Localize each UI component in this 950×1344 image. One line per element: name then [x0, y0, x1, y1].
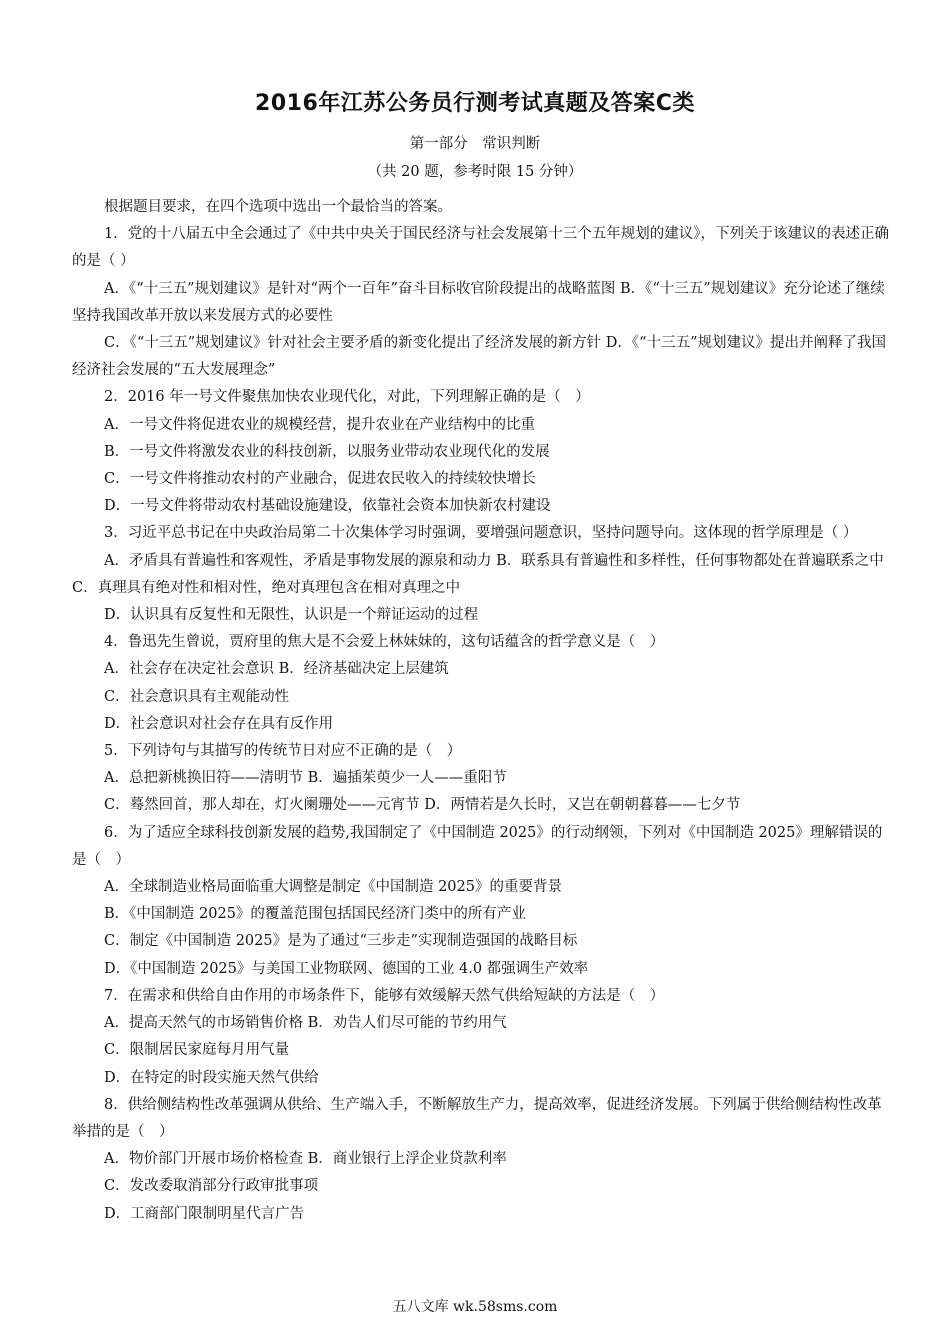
question-option: A．《“十三五”规划建议》是针对“两个一百年”奋斗目标收官阶段提出的战略蓝图 B．《“十三五”规划建议》充分论述了继续坚持我国改革开放以来发展方式的必要性: [72, 280, 885, 324]
page-title: 2016年江苏公务员行测考试真题及答案C类: [255, 91, 695, 116]
question-stem: 5．下列诗句与其描写的传统节日对应不正确的是（ ）: [104, 743, 462, 760]
question-option: A．社会存在决定社会意识 B．经济基础决定上层建筑: [104, 661, 449, 678]
question-option: C．限制居民家庭每月用气量: [104, 1042, 290, 1059]
question-option: D．《中国制造 2025》与美国工业物联网、德国的工业 4.0 都强调生产效率: [104, 960, 589, 977]
question-option: A．一号文件将促进农业的规模经营，提升农业在产业结构中的比重: [104, 416, 535, 433]
footer-watermark: 五八文库 wk.58sms.com: [392, 1299, 558, 1315]
question-option: C．《“十三五”规划建议》针对社会主要矛盾的新变化提出了经济发展的新方针 D．《“十三五”规划建议》提出并阐释了我国经济社会发展的“五大发展理念”: [72, 335, 886, 379]
question-option: D．在特定的时段实施天然气供给: [104, 1069, 319, 1086]
question-option: D．工商部门限制明星代言广告: [104, 1205, 305, 1222]
question-stem: 7．在需求和供给自由作用的市场条件下，能够有效缓解天然气供给短缺的方法是（ ）: [104, 987, 665, 1004]
question-list: [72, 194, 892, 1228]
question-stem: 2．2016 年一号文件聚焦加快农业现代化，对此，下列理解正确的是（ ）: [104, 389, 590, 406]
question-stem: 8．供给侧结构性改革强调从供给、生产端入手，不断解放生产力，提高效率，促进经济发展。下列属于供给侧结构性改革举措的是（ ）: [72, 1096, 882, 1140]
question-option: A．提高天然气的市场销售价格 B．劝告人们尽可能的节约用气: [104, 1015, 507, 1032]
question-option: C．蓦然回首，那人却在，灯火阑珊处——元宵节 D．两情若是久长时，又岂在朝朝暮暮——七夕节: [104, 797, 741, 814]
section-heading: 第一部分 常识判断: [409, 136, 541, 152]
instruction-text: 根据题目要求，在四个选项中选出一个最恰当的答案。: [104, 199, 452, 215]
question-option: A．物价部门开展市场价格检查 B．商业银行上浮企业贷款利率: [104, 1151, 507, 1168]
question-stem: 6．为了适应全球科技创新发展的趋势,我国制定了《中国制造 2025》的行动纲领，下列对《中国制造 2025》理解错误的是（ ）: [72, 824, 883, 868]
question-option: B．《中国制造 2025》的覆盖范围包括国民经济门类中的所有产业: [104, 906, 526, 923]
question-option: C．发改委取消部分行政审批事项: [104, 1178, 319, 1195]
question-option: D．认识具有反复性和无限性，认识是一个辩证运动的过程: [104, 607, 479, 624]
section-note: （共 20 题，参考时限 15 分钟）: [367, 164, 583, 180]
question-stem: 4．鲁迅先生曾说，贾府里的焦大是不会爱上林妹妹的，这句话蕴含的哲学意义是（ ）: [104, 634, 665, 651]
question-option: A．总把新桃换旧符——清明节 B．遍插茱萸少一人——重阳节: [104, 770, 507, 787]
question-option: D．一号文件将带动农村基础设施建设，依靠社会资本加快新农村建设: [104, 498, 551, 515]
question-option: B．一号文件将激发农业的科技创新，以服务业带动农业现代化的发展: [104, 443, 550, 460]
question-stem: 1．党的十八届五中全会通过了《中共中央关于国民经济与社会发展第十三个五年规划的建议》，下列关于该建议的表述正确的是（ ）: [72, 226, 889, 270]
question-option: C．制定《中国制造 2025》是为了通过“三步走”实现制造强国的战略目标: [104, 933, 578, 950]
question-option: A．全球制造业格局面临重大调整是制定《中国制造 2025》的重要背景: [104, 879, 562, 896]
question-option: A．矛盾具有普遍性和客观性，矛盾是事物发展的源泉和动力 B．联系具有普遍性和多样性，任何事物都处在普遍联系之中 C．真理具有绝对性和相对性，绝对真理包含在相对真理之中: [72, 552, 884, 596]
question-option: C．社会意识具有主观能动性: [104, 688, 290, 705]
question-option: C．一号文件将推动农村的产业融合，促进农民收入的持续较快增长: [104, 471, 536, 488]
question-option: D．社会意识对社会存在具有反作用: [104, 715, 334, 732]
question-stem: 3．习近平总书记在中央政治局第二十次集体学习时强调，要增强问题意识，坚持问题导向。这体现的哲学原理是（ ）: [104, 525, 858, 542]
